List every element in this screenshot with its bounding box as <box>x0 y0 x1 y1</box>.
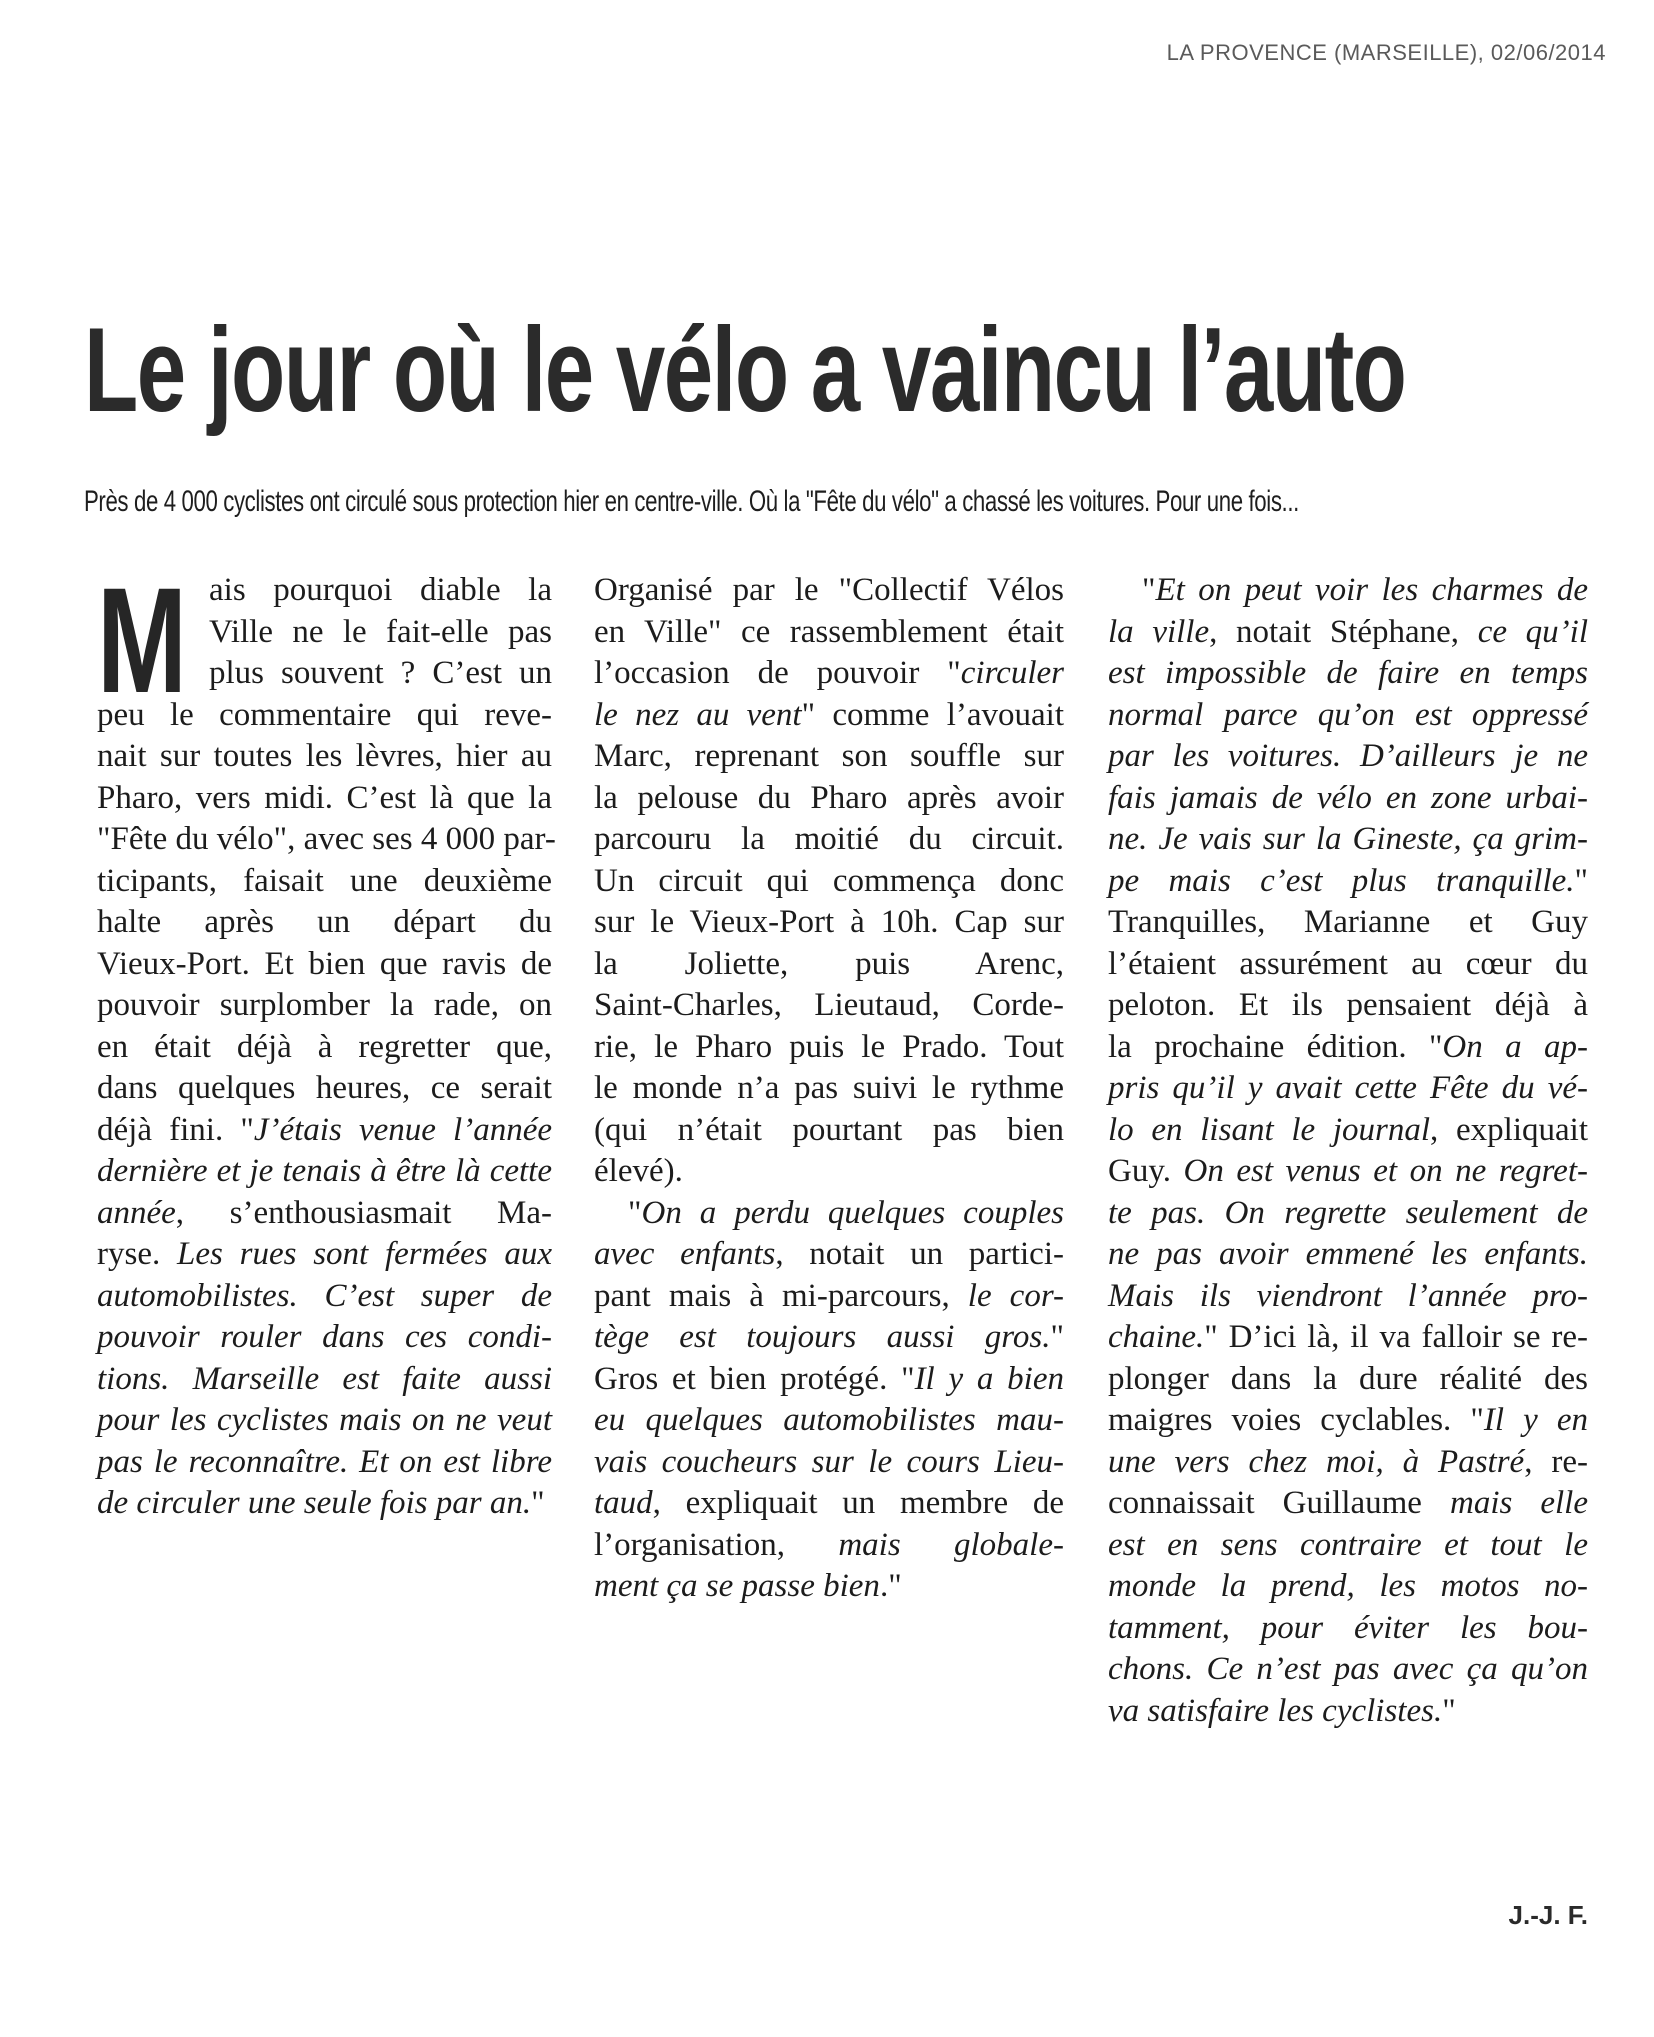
text-line <box>97 736 552 778</box>
quote-segment: année <box>97 1194 176 1231</box>
text-line <box>1108 1276 1588 1318</box>
text-line <box>97 1276 552 1318</box>
text-segment: , re- <box>1524 1443 1588 1480</box>
quote-segment: Les rues sont fermées aux <box>177 1236 552 1272</box>
text-segment: halte après un départ du <box>97 904 552 940</box>
text-segment: pant mais à mi-parcours, <box>594 1277 968 1314</box>
text-line <box>1108 1068 1588 1110</box>
quote-segment: te pas. On regrette seulement de <box>1108 1194 1588 1231</box>
text-line <box>594 1151 1064 1193</box>
text-segment: ." <box>879 1568 902 1604</box>
text-line <box>1108 1110 1588 1152</box>
article-column-3 <box>1108 570 1588 1732</box>
text-segment: la pelouse du Pharo après avoir <box>594 779 1064 816</box>
quote-segment: par les voitures. D’ailleurs je ne <box>1108 738 1588 774</box>
text-line <box>594 819 1064 861</box>
text-segment: " D’ici là, il va falloir se re- <box>1204 1319 1588 1355</box>
text-segment: l’organisation, <box>594 1526 839 1563</box>
quote-segment: On est venus et on ne regret- <box>1183 1153 1588 1189</box>
text-segment: la prochaine édition. " <box>1108 1028 1443 1065</box>
text-line <box>594 902 1064 944</box>
text-line <box>97 1027 552 1069</box>
text-line <box>1108 1691 1588 1733</box>
text-segment: Marc, reprenant son souffle sur <box>594 738 1064 774</box>
text-segment: Gros et bien protégé. " <box>594 1360 915 1397</box>
quote-segment: ne pas avoir emmené les enfants. <box>1108 1236 1588 1272</box>
quote-segment: On a perdu quelques couples <box>641 1194 1064 1231</box>
quote-segment: dernière et je tenais à être là cette <box>97 1153 552 1189</box>
text-line <box>594 861 1064 903</box>
text-line <box>97 985 552 1027</box>
headline: Le jour où le vélo a vaincu l’auto <box>84 303 1406 437</box>
text-segment: la Joliette, puis Arenc, <box>594 945 1064 982</box>
text-segment: " comme l’avouait <box>801 696 1064 733</box>
quote-segment: le cor- <box>967 1277 1064 1314</box>
quote-segment: ne. Je vais sur la Gineste, ça grim- <box>1108 821 1588 857</box>
text-segment: ticipants, faisait une deuxième <box>97 862 552 899</box>
quote-segment: Et on peut voir les charmes de <box>1155 572 1588 608</box>
quote-segment: une vers chez moi, à Pastré <box>1108 1443 1525 1480</box>
text-line <box>97 570 552 612</box>
text-segment: Tranquilles, Marianne et Guy <box>1108 904 1588 940</box>
text-segment: plonger dans la dure réalité des <box>1108 1360 1588 1397</box>
text-line <box>97 1317 552 1359</box>
quote-segment: normal parce qu’on est oppressé <box>1108 696 1588 733</box>
text-line <box>1108 1317 1588 1359</box>
text-line <box>1108 861 1588 903</box>
text-line <box>1108 1151 1588 1193</box>
text-line <box>594 944 1064 986</box>
text-segment: " <box>531 1485 545 1521</box>
quote-segment: fais jamais de vélo en zone urbai- <box>1108 779 1588 816</box>
text-line <box>1108 1193 1588 1235</box>
text-segment: l’occasion de pouvoir " <box>594 655 961 691</box>
text-segment: connaissait Guillaume <box>1108 1485 1450 1521</box>
text-line <box>1108 778 1588 820</box>
text-segment: rie, le Pharo puis le Prado. Tout <box>594 1028 1064 1065</box>
text-line <box>1108 944 1588 986</box>
text-segment: , expliquait un membre de <box>652 1485 1064 1521</box>
text-line <box>594 736 1064 778</box>
text-line <box>1108 1027 1588 1069</box>
quote-segment: lo en lisant le journal <box>1108 1111 1431 1148</box>
quote-segment: le nez au vent <box>594 696 802 733</box>
article-column-2 <box>594 570 1064 1608</box>
quote-segment: taud <box>594 1485 653 1521</box>
text-line <box>97 1400 552 1442</box>
text-line <box>97 1442 552 1484</box>
text-line <box>594 1110 1064 1152</box>
quote-segment: tamment, pour éviter les bou- <box>1108 1609 1588 1646</box>
text-segment: Saint-Charles, Lieutaud, Corde- <box>594 987 1064 1023</box>
quote-segment: tège est toujours aussi gros. <box>594 1319 1051 1355</box>
text-line <box>97 944 552 986</box>
text-line <box>594 570 1064 612</box>
text-segment: , s’enthousiasmait Ma- <box>175 1194 552 1231</box>
text-line <box>97 1359 552 1401</box>
text-segment: Organisé par le "Collectif Vélos <box>594 572 1064 608</box>
text-line <box>1108 695 1588 737</box>
text-segment: ais pourquoi diable la <box>209 572 552 608</box>
text-line <box>1108 1442 1588 1484</box>
text-line <box>97 1151 552 1193</box>
text-segment: ryse. <box>97 1236 177 1272</box>
quote-segment: est impossible de faire en temps <box>1108 655 1588 691</box>
text-line <box>1108 1234 1588 1276</box>
text-line <box>1108 570 1588 612</box>
text-segment: déjà fini. " <box>97 1111 254 1148</box>
text-line <box>594 1400 1064 1442</box>
text-line <box>1108 985 1588 1027</box>
text-segment: " <box>1050 1319 1064 1355</box>
text-segment: maigres voies cyclables. " <box>1108 1402 1484 1438</box>
source-line: LA PROVENCE (MARSEILLE), 02/06/2014 <box>1166 40 1606 65</box>
text-line <box>1108 1359 1588 1401</box>
quote-segment: Il y a bien <box>914 1360 1064 1397</box>
text-segment: (qui n’était pourtant pas bien <box>594 1111 1064 1148</box>
text-line <box>97 653 552 695</box>
text-segment: en Ville" ce rassemblement était <box>594 613 1064 650</box>
text-line <box>97 902 552 944</box>
quote-segment: mais elle <box>1449 1485 1588 1521</box>
text-line <box>1108 902 1588 944</box>
quote-segment: chons. Ce n’est pas avec ça qu’on <box>1108 1651 1588 1687</box>
text-segment: parcouru la moitié du circuit. <box>594 821 1064 857</box>
quote-segment: monde la prend, les motos no- <box>1108 1568 1588 1604</box>
byline: J.-J. F. <box>1508 1900 1588 1930</box>
text-segment: Guy. <box>1108 1153 1184 1189</box>
quote-segment: pas le reconnaître. Et on est libre <box>97 1443 552 1480</box>
text-line <box>594 1359 1064 1401</box>
quote-segment: Mais ils viendront l’année pro- <box>1108 1277 1588 1314</box>
text-segment: l’étaient assurément au cœur du <box>1108 945 1588 982</box>
text-line <box>1108 736 1588 778</box>
text-line <box>594 1442 1064 1484</box>
text-segment: pouvoir surplomber la rade, on <box>97 987 552 1023</box>
text-line <box>97 695 552 737</box>
quote-segment: eu quelques automobilistes mau- <box>594 1402 1064 1438</box>
text-line <box>1108 612 1588 654</box>
text-segment: peloton. Et ils pensaient déjà à <box>1108 987 1588 1023</box>
text-segment: en était déjà à regretter que, <box>97 1028 552 1065</box>
quote-segment: pouvoir rouler dans ces condi- <box>97 1319 552 1355</box>
text-segment: " <box>1442 1692 1456 1729</box>
quote-segment: chaine. <box>1108 1319 1205 1355</box>
text-segment: " <box>1574 862 1588 899</box>
text-segment: plus souvent ? C’est un <box>209 655 552 691</box>
text-line <box>1108 1400 1588 1442</box>
text-line <box>1108 1525 1588 1567</box>
quote-segment: pe mais c’est plus tranquille. <box>1108 862 1575 899</box>
text-line <box>594 1276 1064 1318</box>
quote-segment: pour les cyclistes mais on ne veut <box>97 1402 552 1438</box>
text-line <box>594 1193 1064 1235</box>
text-line <box>1108 1608 1588 1650</box>
text-segment: Vieux-Port. Et bien que ravis de <box>97 945 552 982</box>
text-line <box>594 1234 1064 1276</box>
text-line <box>97 1483 552 1525</box>
text-line <box>1108 1649 1588 1691</box>
quote-segment: circuler <box>960 655 1064 691</box>
text-line <box>1108 819 1588 861</box>
text-line <box>594 1317 1064 1359</box>
quote-segment: ment ça se passe bien <box>594 1568 880 1604</box>
quote-segment: la ville <box>1108 613 1210 650</box>
text-line <box>1108 1566 1588 1608</box>
text-line <box>97 819 556 861</box>
text-line <box>594 1068 1064 1110</box>
text-segment: "Fête du vélo", avec ses 4 000 par- <box>97 821 556 857</box>
quote-segment: automobilistes. C’est super de <box>97 1277 552 1314</box>
text-segment: , expliquait <box>1430 1111 1588 1148</box>
text-line <box>97 612 552 654</box>
quote-segment: ce qu’il <box>1477 613 1588 650</box>
text-segment: " <box>628 1194 642 1231</box>
quote-segment: J’étais venue l’année <box>253 1111 552 1148</box>
quote-segment: tions. Marseille est faite aussi <box>97 1360 552 1397</box>
text-segment: Pharo, vers midi. C’est là que la <box>97 779 552 816</box>
quote-segment: va satisfaire les cyclistes. <box>1108 1692 1443 1729</box>
text-segment: nait sur toutes les lèvres, hier au <box>97 738 552 774</box>
text-segment: " <box>1142 572 1156 608</box>
text-segment: le monde n’a pas suivi le rythme <box>594 1070 1064 1106</box>
text-line <box>97 861 552 903</box>
text-line <box>1108 1483 1588 1525</box>
text-line <box>97 1193 552 1235</box>
text-line <box>594 612 1064 654</box>
article-column-1 <box>97 556 556 1525</box>
text-segment: , notait un partici- <box>775 1236 1064 1272</box>
text-segment: dans quelques heures, ce serait <box>97 1070 552 1106</box>
text-line <box>594 1525 1064 1567</box>
quote-segment: On a ap- <box>1442 1028 1588 1065</box>
drop-cap: M <box>97 556 187 724</box>
text-line <box>594 1027 1064 1069</box>
subheadline: Près de 4 000 cyclistes ont circulé sous protection hier en centre-ville. Où la "Fête du vélo" a chassé les voitures. Pour une fois... <box>84 485 1299 518</box>
text-line <box>97 1110 552 1152</box>
quote-segment: pris qu’il y avait cette Fête du vé- <box>1108 1070 1588 1106</box>
text-line <box>594 695 1064 737</box>
text-segment: Ville ne le fait-elle pas <box>209 613 552 650</box>
text-line <box>97 1234 552 1276</box>
quote-segment: est en sens contraire et tout le <box>1108 1526 1588 1563</box>
text-line <box>594 653 1064 695</box>
text-segment: Un circuit qui commença donc <box>594 862 1064 899</box>
text-segment: élevé). <box>594 1153 683 1189</box>
quote-segment: avec enfants <box>594 1236 776 1272</box>
text-line <box>594 985 1064 1027</box>
text-segment: peu le commentaire qui reve- <box>97 696 552 733</box>
quote-segment: Il y en <box>1483 1402 1589 1438</box>
quote-segment: mais globale- <box>838 1526 1064 1563</box>
text-line <box>1108 653 1588 695</box>
text-segment: sur le Vieux-Port à 10h. Cap sur <box>594 904 1064 940</box>
text-segment: , notait Stéphane, <box>1209 613 1478 650</box>
text-line <box>97 1068 552 1110</box>
text-line <box>594 1566 1064 1608</box>
text-line <box>97 778 552 820</box>
quote-segment: de circuler une seule fois par an. <box>97 1485 532 1521</box>
text-line <box>594 778 1064 820</box>
quote-segment: vais coucheurs sur le cours Lieu- <box>594 1443 1064 1480</box>
text-line <box>594 1483 1064 1525</box>
